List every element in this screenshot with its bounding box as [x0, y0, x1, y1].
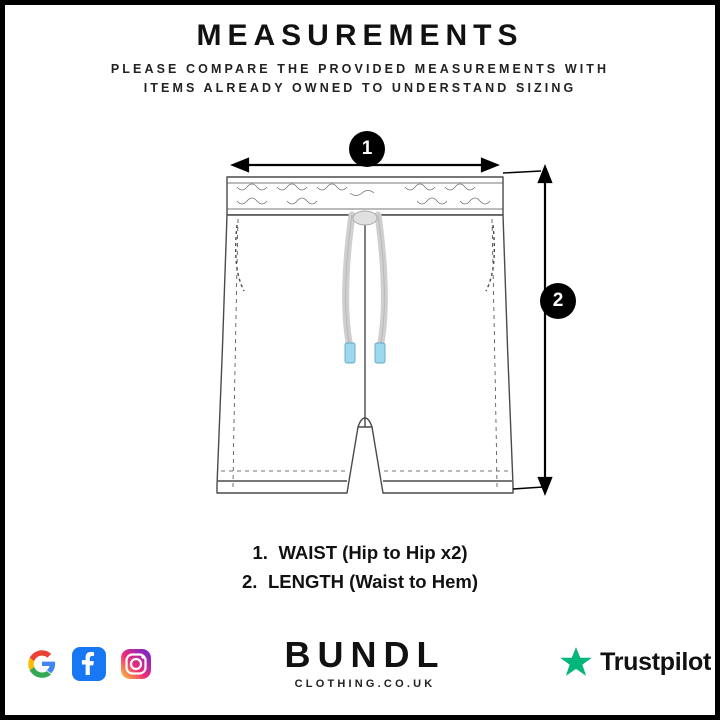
- trustpilot-label: Trustpilot: [600, 647, 711, 676]
- measurement-legend: [5, 539, 715, 596]
- footer: [5, 629, 720, 707]
- legend-number: 2.: [241, 570, 258, 592]
- page-title: MEASUREMENTS: [196, 19, 524, 52]
- legend-label: WAIST (Hip to Hip x2): [278, 542, 468, 563]
- legend-item-waist: [5, 539, 715, 568]
- header: [5, 19, 715, 99]
- trustpilot-star-icon: [559, 645, 593, 679]
- legend-label: LENGTH (Waist to Hem): [267, 570, 478, 592]
- subtitle-line-2: ITEMS ALREADY OWNED TO UNDERSTAND SIZING: [143, 81, 577, 96]
- drawstring-knot: [353, 211, 377, 225]
- brand-name: BUNDL: [284, 634, 446, 675]
- shorts-diagram: [5, 115, 720, 525]
- badge-length: 2: [540, 283, 576, 319]
- page-subtitle: [5, 60, 715, 99]
- trustpilot-logo[interactable]: [559, 645, 711, 679]
- legend-number: 1.: [252, 542, 268, 563]
- subtitle-line-1: PLEASE COMPARE THE PROVIDED MEASUREMENTS WITH: [110, 62, 610, 76]
- brand-website: CLOTHING.CO.UK: [294, 678, 436, 690]
- shorts-technical-drawing: [5, 115, 720, 525]
- badge-waist: 1: [349, 131, 385, 167]
- legend-item-length: [5, 568, 715, 597]
